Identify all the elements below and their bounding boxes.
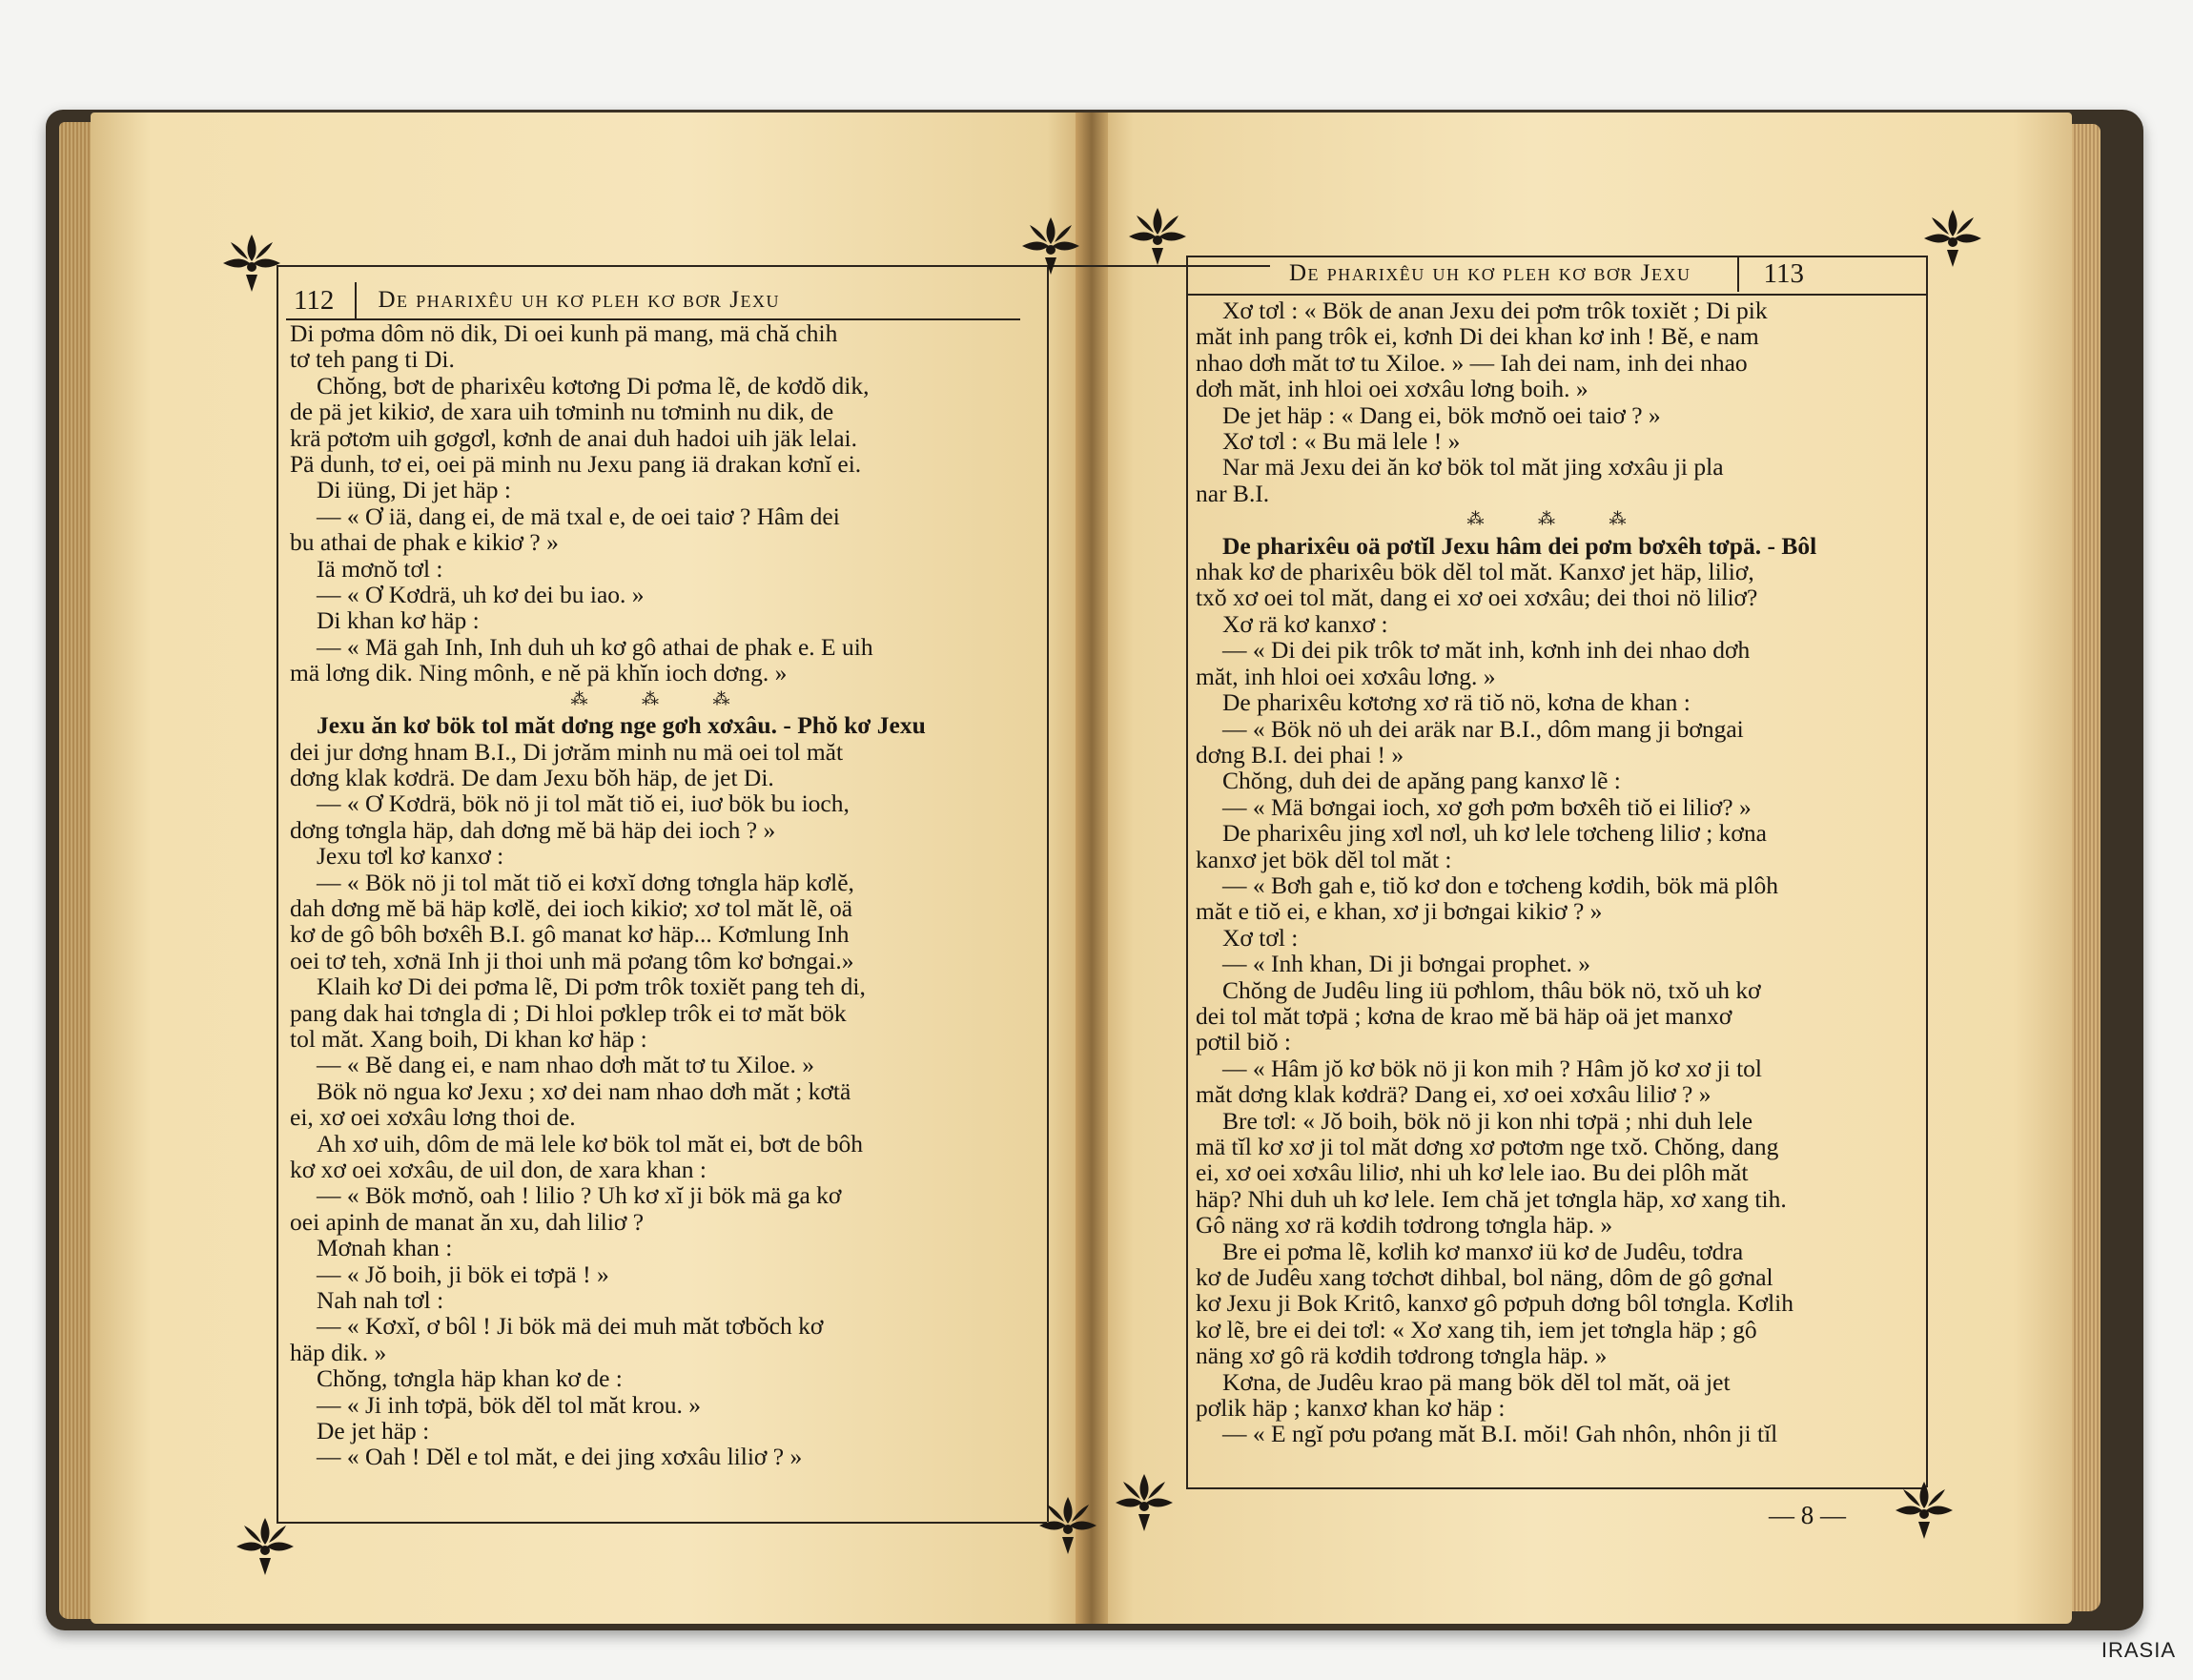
text-line: häp dik. »	[290, 1338, 387, 1366]
left-page-text	[290, 320, 1035, 1470]
text-line: Gô näng xơ rä kơdih tơdrong tơngla häp. »	[1196, 1211, 1613, 1240]
text-line: nhak kơ de pharixêu bök dĕl tol măt. Kanxơ jet häp, liliơ,	[1196, 558, 1754, 586]
text-line: Chŏng de Judêu ling iü pơhlom, thâu bök nö, txŏ uh kơ	[1222, 975, 1761, 1004]
right-page-frame-bottom	[1186, 1487, 1926, 1489]
text-line: — « Hâm jŏ kơ bök nö ji kon mih ? Hâm jŏ kơ xơ ji tol	[1222, 1054, 1763, 1082]
text-line: Xơ tơl : « Bu mä lele ! »	[1222, 427, 1461, 456]
text-line: De pharixêu oä pơtĭl Jexu hâm dei pơm bơxêh tơpä. - Bôl	[1222, 531, 1817, 560]
text-line: bu athai de phak e kikiơ ? »	[290, 528, 559, 557]
text-line: Nah nah tơl :	[317, 1286, 444, 1315]
text-line: krä pơtơm uih gơgơl, kơnh de anai duh hadoi uih jäk lelai.	[290, 423, 858, 452]
right-page-header	[1289, 256, 1804, 292]
text-line: — « Bök nö ji tol măt tiŏ ei kơxĭ dơng tơngla häp kơlĕ,	[317, 868, 854, 896]
signature-mark: — 8 —	[1769, 1501, 1846, 1529]
text-line: măt, inh hloi oei xơxâu lơng. »	[1196, 662, 1496, 690]
text-line: ei, xơ oei xơxâu liliơ, nhi uh kơ lele iao. Bu dei plôh măt	[1196, 1158, 1749, 1187]
text-line: pang dak hai tơngla di ; Di hloi pơklep trôk ei tơ măt bök	[290, 998, 847, 1027]
text-line: Kơna, de Judêu krao pä mang bök dĕl tol măt, oä jet	[1222, 1367, 1731, 1396]
right-page-frame	[1186, 256, 1188, 1487]
text-line: dơng tơngla häp, dah dơng mĕ bä häp dei ioch ? »	[290, 815, 776, 844]
text-line: Di pơma dôm nö dik, Di oei kunh pä mang, mä chă chih	[290, 319, 838, 347]
right-page-frame-right	[1926, 256, 1928, 1487]
text-line: Di iüng, Di jet häp :	[317, 476, 511, 504]
section-divider: ⁂ ⁂ ⁂	[1466, 509, 1651, 529]
text-line: Ah xơ uih, dôm de mä lele kơ bök tol măt ei, bơt de bôh	[317, 1129, 864, 1158]
text-line: măt dơng klak kơdrä? Dang ei, xơ oei xơxâu liliơ ? »	[1196, 1080, 1711, 1109]
left-page-header	[294, 282, 780, 318]
text-line: nar B.I.	[1196, 479, 1270, 507]
text-line: kơ xơ oei xơxâu, de uil don, de xara khan :	[290, 1156, 707, 1183]
right-header-rule	[1186, 294, 1926, 296]
text-line: Xơ tơl : « Bök de anan Jexu dei pơm trôk toxiĕt ; Di pik	[1222, 297, 1768, 324]
text-line: kơ Jexu ji Bok Kritô, kanxơ gô pơpuh dơng bôl tơngla. Kơlih	[1196, 1289, 1794, 1318]
left-running-title: De pharixêu uh kơ pleh kơ bơr Jexu	[378, 287, 780, 313]
text-line: De jet häp : « Dang ei, bök mơnŏ oei taiơ ? »	[1222, 400, 1661, 429]
text-line: häp? Nhi duh uh kơ lele. Iem chă jet tơngla häp, xơ xang tih.	[1196, 1184, 1787, 1213]
right-page-text	[1196, 297, 1922, 1447]
text-line: — « Kơxĭ, ơ bôl ! Ji bök mä dei muh măt tơbŏch kơ	[317, 1312, 824, 1341]
text-line: kanxơ jet bök dĕl tol măt :	[1196, 845, 1452, 873]
left-page-frame-right	[1047, 265, 1049, 1522]
text-line: Xơ tơl :	[1222, 923, 1299, 952]
text-line: — « Ơ iä, dang ei, de mä txal e, de oei taiơ ? Hâm dei	[317, 502, 840, 530]
text-line: Mơnah khan :	[317, 1234, 453, 1262]
text-line: tơ teh pang ti Di.	[290, 345, 455, 374]
text-line: ei, xơ oei xơxâu lơng thoi de.	[290, 1103, 576, 1132]
text-line: Xơ rä kơ kanxơ :	[1222, 609, 1388, 638]
text-line: Nar mä Jexu dei ăn kơ bök tol măt jing xơxâu ji pla	[1222, 453, 1724, 481]
text-line: Chŏng, tơngla häp khan kơ de :	[317, 1364, 623, 1393]
text-line: oei apinh de manat ăn xu, dah liliơ ?	[290, 1207, 645, 1236]
text-line: — « Ơ Kơdrä, uh kơ dei bu iao. »	[317, 581, 645, 609]
header-separator	[355, 282, 357, 318]
text-line: — « E ngĭ pơu pơang măt B.I. mŏi! Gah nhôn, nhôn ji tĭl	[1222, 1420, 1778, 1448]
left-page-frame-bottom	[277, 1522, 1047, 1524]
corner-ornament-icon	[231, 1512, 299, 1581]
text-line: kơ lẽ, bre ei dei tơl: « Xơ xang tih, iem jet tơngla häp ; gô	[1196, 1315, 1757, 1343]
text-line: pơtil biŏ :	[1196, 1028, 1291, 1056]
corner-ornament-icon	[1123, 202, 1192, 271]
text-line: — « Bĕ dang ei, e nam nhao dơh măt tơ tu Xiloe. »	[317, 1051, 814, 1079]
text-line: mä tĭl kơ xơ ji tol măt dơng xơ pơtơm nge txŏ. Chŏng, dang	[1196, 1133, 1779, 1160]
text-line: Bök nö ngua kơ Jexu ; xơ dei nam nhao dơh măt ; kơtä	[317, 1076, 851, 1105]
text-line: Chŏng, bơt de pharixêu kơtơng Di pơma lẽ, de kơdŏ dik,	[317, 371, 870, 400]
text-line: mä lơng dik. Ning mônh, e nĕ pä khĭn ioch dơng. »	[290, 659, 788, 687]
text-line: — « Oah ! Dĕl e tol măt, e dei jing xơxâu liliơ ? »	[317, 1443, 803, 1471]
text-line: Jexu ăn kơ bök tol măt dơng nge gơh xơxâu. - Phŏ kơ Jexu	[317, 711, 926, 740]
text-line: Bre ei pơma lẽ, kơlih kơ manxơ iü kơ de Judêu, tơdra	[1222, 1237, 1744, 1265]
text-line: dah dơng mĕ bä häp kơlĕ, dei ioch kikiơ; xơ tol măt lẽ, oä	[290, 893, 853, 922]
text-line: pơlik häp ; kanxơ khan kơ häp :	[1196, 1394, 1506, 1423]
text-line: txŏ xơ oei tol măt, dang ei xơ oei xơxâu; dei thoi nö liliơ?	[1196, 584, 1758, 612]
corner-ornament-icon	[1034, 1491, 1102, 1560]
text-line: tol măt. Xang boih, Di khan kơ häp :	[290, 1024, 647, 1053]
text-line: de pä jet kikiơ, de xara uih tơminh nu tơminh nu dik, de	[290, 398, 834, 426]
text-line: Klaih kơ Di dei pơma lẽ, Di pơm trôk toxiĕt pang teh di,	[317, 973, 866, 1001]
text-line: dei jur dơng hnam B.I., Di jơrăm minh nu mä oei tol măt	[290, 737, 844, 766]
text-line: Chŏng, duh dei de apăng pang kanxơ lẽ :	[1222, 767, 1621, 795]
header-separator	[1737, 256, 1739, 292]
text-line: oei tơ teh, xơnä Inh ji thoi unh mä pơang tôm kơ bơngai.»	[290, 946, 854, 974]
text-line: — « Bơh gah e, tiŏ kơ don e tơcheng kơdih, bök mä plôh	[1222, 871, 1778, 899]
corner-ornament-icon	[1918, 204, 1987, 273]
text-line: De pharixêu kơtơng xơ rä tiŏ nö, kơna de khan :	[1222, 688, 1691, 717]
text-line: — « Bök nö uh dei aräk nar B.I., dôm mang ji bơngai	[1222, 714, 1744, 743]
text-line: De jet häp :	[317, 1417, 430, 1445]
text-line: De pharixêu jing xơl nơl, uh kơ lele tơcheng liliơ ; kơna	[1222, 819, 1767, 848]
text-line: Bre tơl: « Jŏ boih, bök nö ji kon nhi tơpä ; nhi duh lele	[1222, 1106, 1753, 1135]
text-line: — « Di dei pik trôk tơ măt inh, kơnh inh dei nhao dơh	[1222, 636, 1751, 665]
right-running-title: De pharixêu uh kơ pleh kơ bơr Jexu	[1289, 260, 1691, 286]
page-number-112: 112	[294, 284, 335, 316]
text-line: Iä mơnŏ tơl :	[317, 554, 443, 583]
text-line: — « Ji inh tơpä, bök dĕl tol măt krou. »	[317, 1390, 702, 1419]
corner-ornament-icon	[1016, 212, 1085, 280]
text-line: — « Bök mơnŏ, oah ! lilio ? Uh kơ xĭ ji bök mä ga kơ	[317, 1181, 842, 1210]
text-line: nhao dơh măt tơ tu Xiloe. » — Iah dei nam, inh dei nhao	[1196, 348, 1748, 377]
text-line: Pä dunh, tơ ei, oei pä minh nu Jexu pang iä drakan kơnĭ ei.	[290, 450, 862, 479]
text-line: măt inh pang trôk ei, kơnh Di dei khan kơ inh ! Bĕ, e nam	[1196, 322, 1759, 351]
page-number-113: 113	[1763, 257, 1804, 289]
text-line: dơng klak kơdrä. De dam Jexu bŏh häp, de jet Di.	[290, 763, 774, 791]
text-line: kơ de Judêu xang tơchơt dihbal, bol näng, dôm de gô gơnal	[1196, 1263, 1773, 1292]
text-line: — « Mä gah Inh, Inh duh uh kơ gô athai de phak e. E uih	[317, 632, 873, 661]
corner-ornament-icon	[1890, 1476, 1958, 1545]
corner-ornament-icon	[217, 229, 286, 297]
watermark: IRASIA	[2101, 1638, 2176, 1662]
text-line: — « Ơ Kơdrä, bök nö ji tol măt tiŏ ei, iuơ bök bu ioch,	[317, 789, 850, 818]
text-line: kơ de gô bôh bơxêh B.I. gô manat kơ häp... Kơmlung Inh	[290, 920, 850, 949]
text-line: măt e tiŏ ei, e khan, xơ ji bơngai kikiơ ? »	[1196, 897, 1603, 926]
text-line: Di khan kơ häp :	[317, 606, 480, 635]
text-line: dơng B.I. dei phai ! »	[1196, 740, 1404, 768]
section-divider: ⁂ ⁂ ⁂	[570, 688, 755, 708]
text-line: — « Inh khan, Di ji bơngai prophet. »	[1222, 950, 1591, 978]
corner-ornament-icon	[1110, 1468, 1178, 1537]
text-line: — « Jŏ boih, ji bök ei tơpä ! »	[317, 1260, 609, 1288]
text-line: näng xơ gô rä kơdih tơdrong tơngla häp. »	[1196, 1342, 1608, 1370]
text-line: Jexu tơl kơ kanxơ :	[317, 842, 504, 871]
text-line: — « Mä bơngai ioch, xơ gơh pơm bơxêh tiŏ ei liliơ? »	[1222, 792, 1752, 821]
text-line: dơh măt, inh hloi oei xơxâu lơng boih. »	[1196, 375, 1588, 403]
text-line: dei tol măt tơpä ; kơna de krao mĕ bä häp oä jet manxơ	[1196, 1001, 1732, 1030]
